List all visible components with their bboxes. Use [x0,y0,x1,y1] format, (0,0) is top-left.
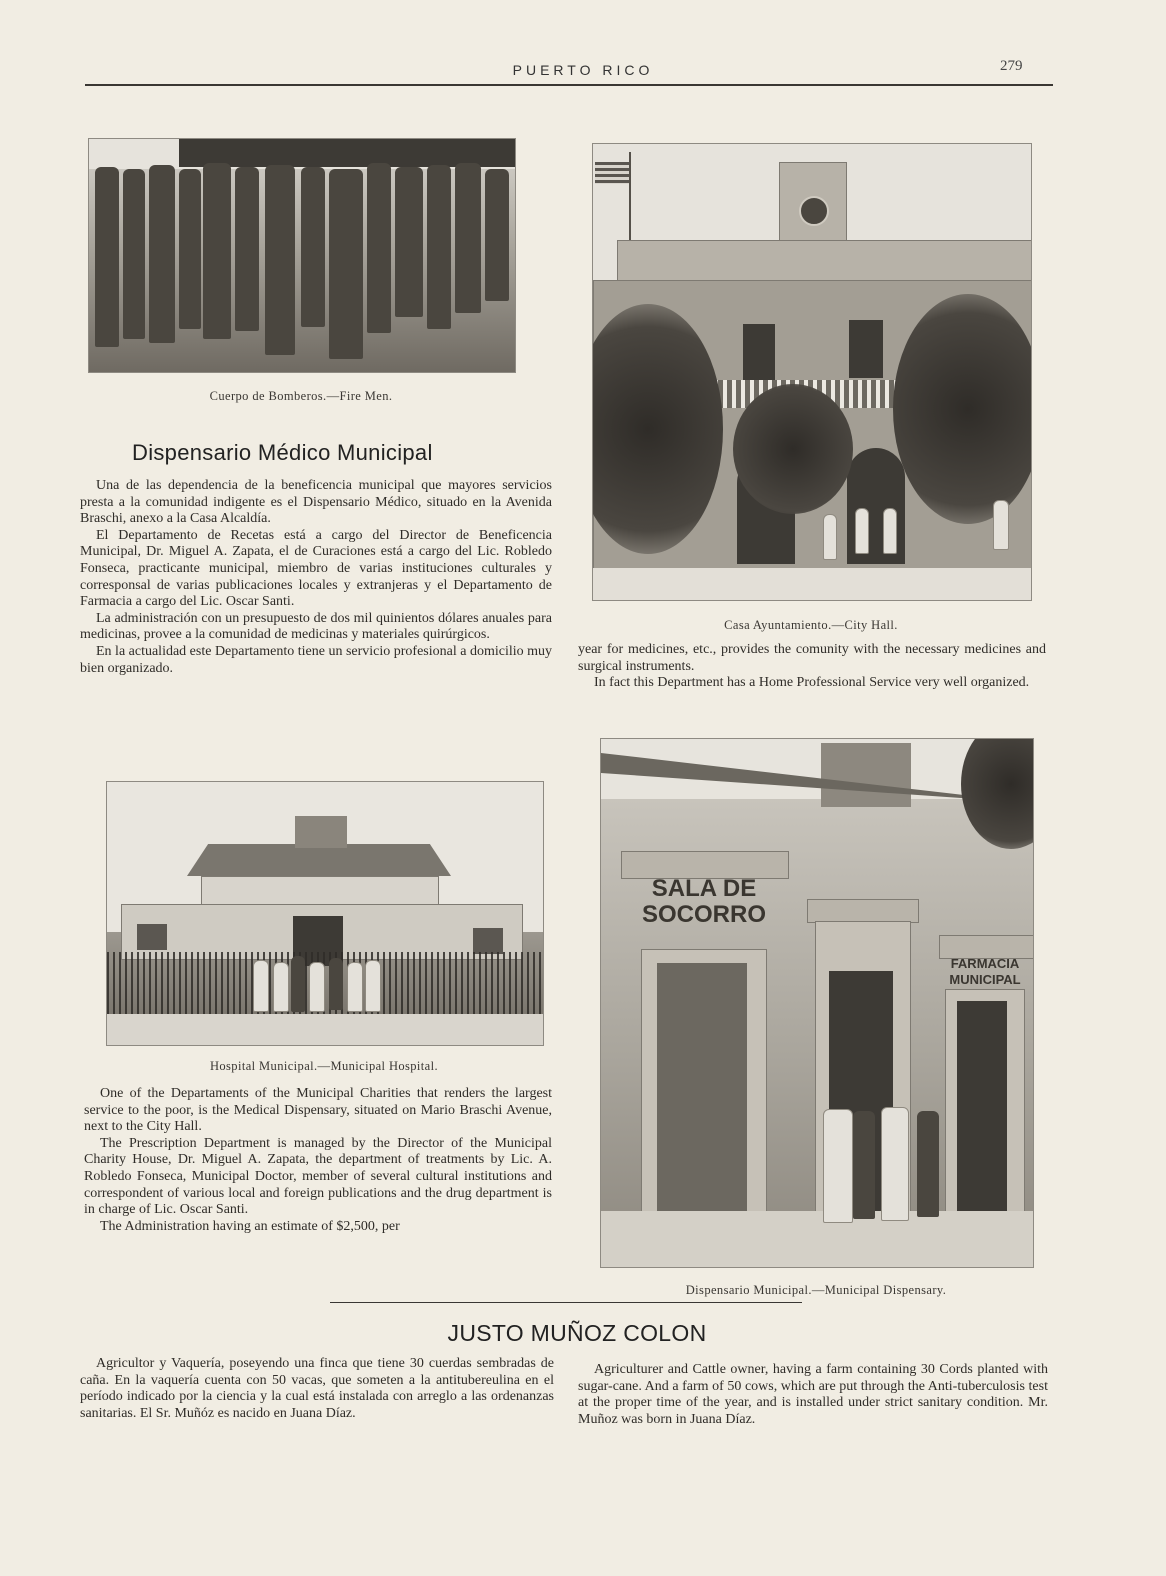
paragraph: The Prescription Department is managed by the Director of the Municipal Charity House, Dr. Miguel A. Zapata, the department of treatments by Lic. A. Robledo Fonseca, Municipal Doctor, member of several cultural institutions and correspondent of various local and foreign publications and the drug department is in charge of Lic. Oscar Santi. [84,1135,552,1218]
justo-english-text [578,1362,1048,1428]
justo-spanish-text [80,1356,554,1422]
paragraph: Agricultor y Vaquería, poseyendo una finca que tiene 30 cuerdas sembradas de caña. En la vaquería cuenta con 50 vacas, que someten a la antitubereulina en el período indicado por la ciencia y la cual está instalada con arreglo a las ordenanzas sanitarias. El Sr. Muñóz es nacido en Juana Díaz. [80,1356,554,1421]
dispensario-spanish-text [80,478,552,677]
firemen-caption: Cuerpo de Bomberos.—Fire Men. [209,389,393,403]
paragraph: La administración con un presupuesto de dos mil quinientos dólares anuales para medicinas, provee a la comunidad de medicinas y materiales quirúrgicos. [80,610,552,643]
paragraph: The Administration having an estimate of $2,500, per [100,1218,400,1234]
firemen-photo [88,138,516,373]
paragraph: Agriculturer and Cattle owner, having a farm containing 30 Cords planted with sugar-cane. And a farm of 50 cows, which are put through the Anti-tuberculosis test at the proper time of the year, and is installed under strict sanitary condition. Mr. Muñoz was born in Juana Díaz. [578,1362,1048,1427]
paragraph: year for medicines, etc., provides the comunity with the necessary medicines and surgical instruments. [578,642,1046,674]
paragraph: Una de las dependencia de la beneficencia municipal que mayores servicios presta a la comunidad indigente es el Dispensario Médico, situado en la Avenida Braschi, anexo a la Casa Alcaldía. [80,478,552,527]
paragraph: One of the Departaments of the Municipal Charities that renders the largest service to the poor, is the Medical Dispensary, situated on Mario Braschi Avenue, next to the City Hall. [84,1086,552,1135]
sign-farmacia: FARMACIA [950,956,1020,971]
hospital-photo [106,781,544,1046]
city-hall-photo [592,143,1032,601]
hospital-caption: Hospital Municipal.—Municipal Hospital. [209,1059,439,1073]
city-hall-caption: Casa Ayuntamiento.—City Hall. [724,618,898,632]
dispensario-title: Dispensario Médico Municipal [132,440,433,465]
sign-municipal: MUNICIPAL [949,972,1021,987]
page-number: 279 [1000,58,1023,74]
paragraph: En la actualidad este Departamento tiene un servicio profesional a domicilio muy bien organizado. [80,643,553,676]
dispensario-english-left-text [84,1086,552,1235]
header-rule [85,84,1053,86]
sign-socorro: SOCORRO [641,901,766,928]
dispensario-english-right-text [578,642,1046,692]
sign-sala-de: SALA DE [651,875,757,902]
running-title: PUERTO RICO [512,62,654,78]
paragraph: In fact this Department has a Home Professional Service very well organized. [594,675,1030,691]
dispensary-photo [600,738,1034,1268]
justo-title: JUSTO MUÑOZ COLON [447,1320,707,1346]
section-rule [330,1302,802,1303]
paragraph: El Departamento de Recetas está a cargo del Director de Beneficencia Municipal, Dr. Miguel A. Zapata, el de Curaciones está a cargo del Lic. Robledo Fonseca, practicante municipal, miembro de varias instituciones culturales y corresponsal de varias publicaciones locales y extranjeras y el Departamento de Farmacia a cargo del Lic. Oscar Santi. [80,527,552,610]
dispensary-caption: Dispensario Municipal.—Municipal Dispensary. [685,1283,947,1297]
